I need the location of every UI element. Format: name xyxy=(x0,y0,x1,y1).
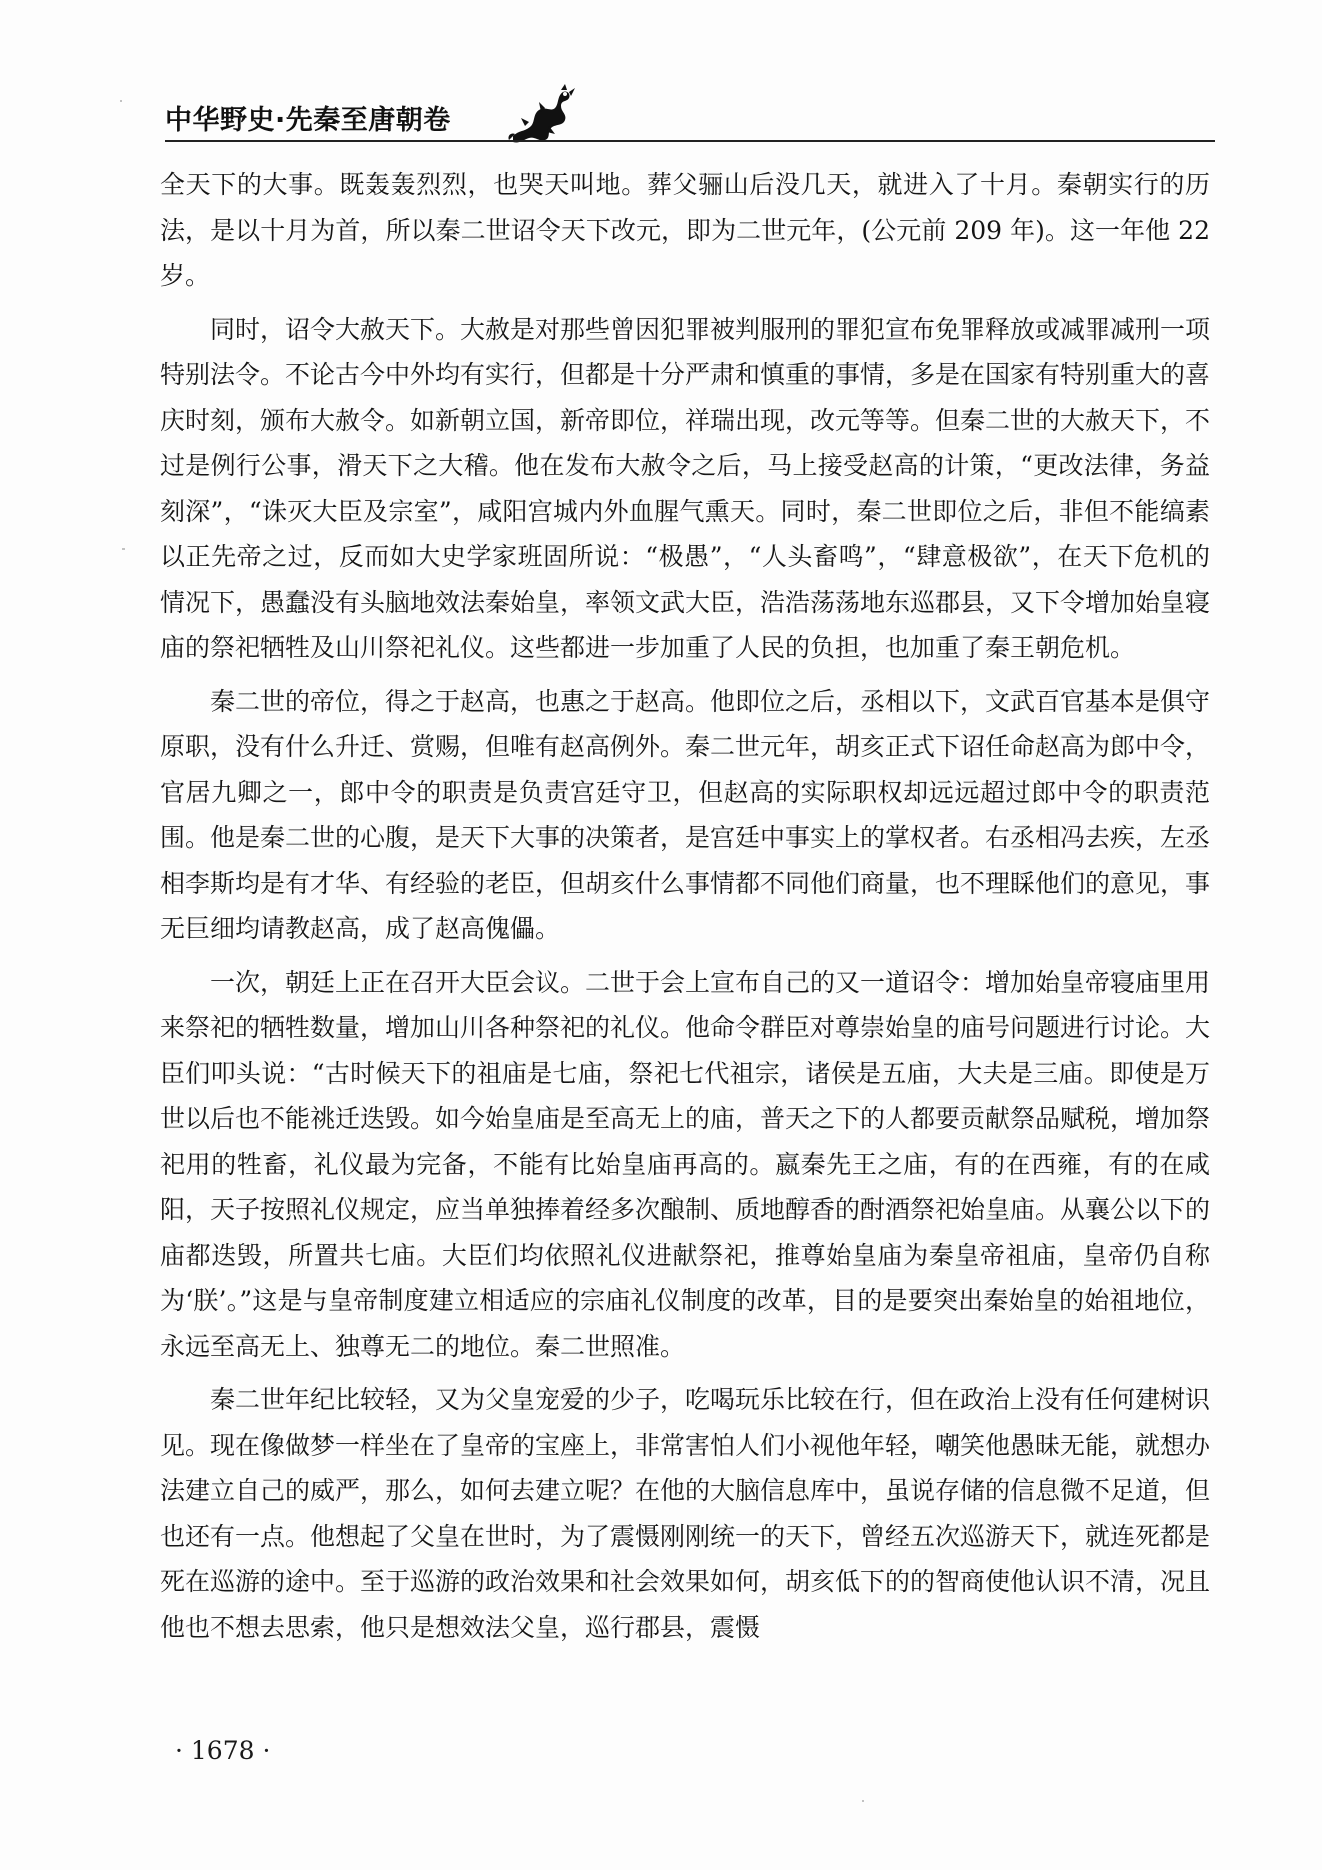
paragraph: 全天下的大事。既轰轰烈烈，也哭天叫地。葬父骊山后没几天，就进入了十月。秦朝实行的历法，是以十月为首，所以秦二世诏令天下改元，即为二世元年，(公元前 209 年)。这一年他 22 岁。 xyxy=(160,170,1210,290)
paragraph: 一次，朝廷上正在召开大臣会议。二世于会上宣布自己的又一道诏令：增加始皇帝寝庙里用来祭祀的牺牲数量，增加山川各种祭祀的礼仪。他命令群臣对尊崇始皇的庙号问题进行讨论。大臣们叩头说：“古时候天下的祖庙是七庙，祭祀七代祖宗，诸侯是五庙，大夫是三庙。即使是万世以后也不能祧迁迭毁。如今始皇庙是至高无上的庙，普天之下的人都要贡献祭品赋税，增加祭祀用的牲畜，礼仪最为完备，不能有比始皇庙再高的。嬴秦先王之庙，有的在西雍，有的在咸阳，天子按照礼仪规定，应当单独捧着经多次酿制、质地醇香的酎酒祭祀始皇庙。从襄公以下的庙都迭毁，所置共七庙。大臣们均依照礼仪进献祭祀，推尊始皇庙为秦皇帝祖庙，皇帝仍自称为‘朕’。”这是与皇帝制度建立相适应的宗庙礼仪制度的改革，目的是要突出秦始皇的始祖地位，永远至高无上、独尊无二的地位。秦二世照准。 xyxy=(160,967,1211,1361)
book-title: 中华野史·先秦至唐朝卷 xyxy=(165,105,451,136)
paragraph: 同时，诏令大赦天下。大赦是对那些曾因犯罪被判服刑的罪犯宣布免罪释放或减罪减刑一项特别法令。不论古今中外均有实行，但都是十分严肃和慎重的事情，多是在国家有特别重大的喜庆时刻，颁布大赦令。如新朝立国，新帝即位，祥瑞出现，改元等等。但秦二世的大赦天下，不过是例行公事，滑天下之大稽。他在发布大赦令之后，马上接受赵高的计策，“更改法律，务益刻深”，“诛灭大臣及宗室”，咸阳宫城内外血腥气熏天。同时，秦二世即位之后，非但不能缟素以正先帝之过，反而如大史学家班固所说：“极愚”，“人头畜鸣”，“肆意极欲”，在天下危机的情况下，愚蠢没有头脑地效法秦始皇，率领文武大臣，浩浩荡荡地东巡郡县，又下令增加始皇寝庙的祭祀牺牲及山川祭祀礼仪。这些都进一步加重了人民的负担，也加重了秦王朝危机。 xyxy=(160,314,1211,662)
paragraph: 秦二世的帝位，得之于赵高，也惠之于赵高。他即位之后，丞相以下，文武百官基本是俱守原职，没有什么升迁、赏赐，但唯有赵高例外。秦二世元年，胡亥正式下诏任命赵高为郎中令，官居九卿之一，郎中令的职责是负责宫廷守卫，但赵高的实际职权却远远超过郎中令的职责范围。他是秦二世的心腹，是天下大事的决策者，是宫廷中事实上的掌权者。右丞相冯去疾，左丞相李斯均是有才华、有经验的老臣，但胡亥什么事情都不同他们商量，也不理睬他们的意见，事无巨细均请教赵高，成了赵高傀儡。 xyxy=(160,686,1211,943)
page-number: · 1678 · xyxy=(175,1736,271,1765)
body-text xyxy=(160,162,1210,1658)
scan-speck xyxy=(862,1800,864,1802)
running-header xyxy=(165,88,1215,148)
scan-speck xyxy=(122,548,125,550)
dragon-icon xyxy=(505,82,577,148)
paragraph: 秦二世年纪比较轻，又为父皇宠爱的少子，吃喝玩乐比较在行，但在政治上没有任何建树识见。现在像做梦一样坐在了皇帝的宝座上，非常害怕人们小视他年轻，嘲笑他愚昧无能，就想办法建立自己的威严，那么，如何去建立呢？在他的大脑信息库中，虽说存储的信息微不足道，但也还有一点。他想起了父皇在世时，为了震慑刚刚统一的天下，曾经五次巡游天下，就连死都是死在巡游的途中。至于巡游的政治效果和社会效果如何，胡亥低下的的智商使他认识不清，况且他也不想去思索，他只是想效法父皇，巡行郡县，震慑 xyxy=(160,1385,1211,1642)
header-rule xyxy=(165,140,1215,142)
scan-speck xyxy=(120,100,122,102)
